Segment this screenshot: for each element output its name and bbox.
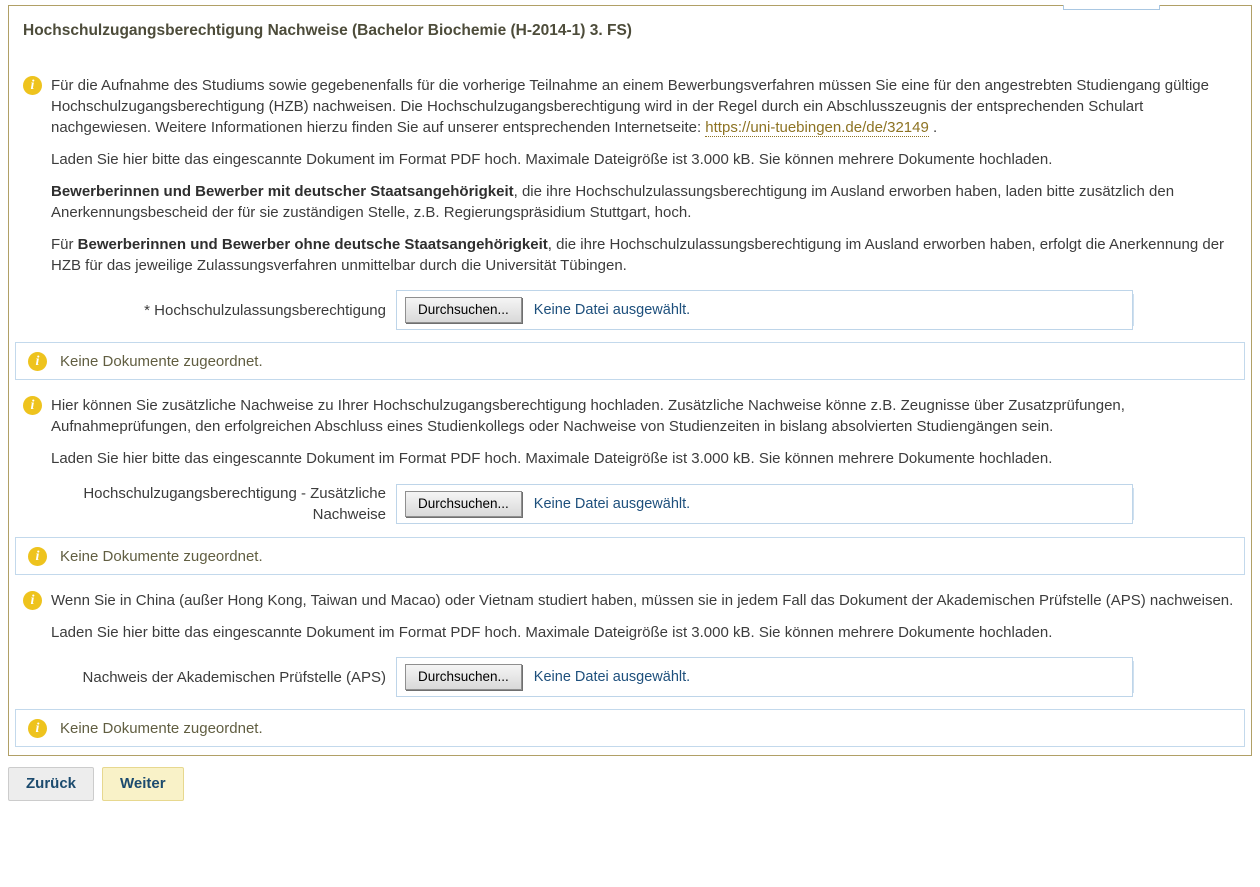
info-section-aps: [23, 590, 1235, 643]
upload-row-additional: [15, 483, 1245, 525]
foreign-applicants-rest: , die ihre Hochschulzulassungsberechtigung im Ausland erworben haben, erfolgt die Anerkennung der HZB für das jeweilige Zulassungsverfahren unmittelbar durch die Universität Tübingen.: [51, 236, 1225, 274]
info-text-aps: [51, 590, 1235, 643]
upload-row-aps: [15, 657, 1245, 697]
browse-button[interactable]: Durchsuchen...: [405, 297, 522, 323]
paragraph-upload-hint: Laden Sie hier bitte das eingescannte Dokument im Format PDF hoch. Maximale Dateigröße ist 3.000 kB. Sie können mehrere Dokumente hochladen.: [51, 450, 1053, 467]
field-label-additional: Hochschulzugangsberechtigung - Zusätzliche Nachweise: [83, 485, 386, 523]
browse-button[interactable]: Durchsuchen...: [405, 664, 522, 690]
paragraph-aps-info: Wenn Sie in China (außer Hong Kong, Taiwan und Macao) oder Vietnam studiert haben, müssen sie in jedem Fall das Dokument der Akademischen Prüfstelle (APS) nachweisen.: [51, 592, 1234, 609]
field-label-aps: Nachweis der Akademischen Prüfstelle (APS): [82, 668, 386, 686]
file-input-aps: [396, 657, 1133, 697]
no-file-selected-text: Keine Datei ausgewählt.: [533, 302, 691, 318]
paragraph-additional-info: Hier können Sie zusätzliche Nachweise zu Ihrer Hochschulzugangsberechtigung hochladen. Zusätzliche Nachweise könne z.B. Zeugnisse über Zusatzprüfungen, Aufnahmeprüfungen, den erfolgreichen Abschluss eines Studienkollegs oder Nachweise von Studienzeiten in bislang absolvierten Studiengängen sein.: [51, 397, 1125, 435]
german-applicants-rest: , die ihre Hochschulzulassungsberechtigung im Ausland erworben haben, laden bitte zusätzlich den Anerkennungsbescheid der für sie zuständigen Stelle, z.B. Regierungspräsidium Stuttgart, hoch.: [51, 183, 1175, 221]
file-input-additional: [396, 484, 1133, 524]
next-button[interactable]: Weiter: [102, 767, 184, 801]
info-icon: i: [23, 396, 42, 415]
application-upload-page: [0, 5, 1260, 801]
info-icon: i: [28, 719, 47, 738]
info-section-hzb: [23, 75, 1235, 276]
intro-suffix: .: [928, 119, 938, 136]
page-title: Hochschulzugangsberechtigung Nachweise (Bachelor Biochemie (H-2014-1) 3. FS): [23, 22, 632, 39]
foreign-applicants-prefix: Für: [51, 236, 78, 253]
no-documents-text: Keine Dokumente zugeordnet.: [60, 352, 263, 370]
info-icon: i: [23, 76, 42, 95]
no-file-selected-text: Keine Datei ausgewählt.: [533, 496, 691, 512]
back-button[interactable]: Zurück: [8, 767, 94, 801]
info-icon: i: [23, 591, 42, 610]
hzb-info-link[interactable]: https://uni-tuebingen.de/de/32149: [705, 119, 929, 136]
no-file-selected-text: Keine Datei ausgewählt.: [533, 669, 691, 685]
cutoff-widget-fragment: [1063, 5, 1160, 10]
info-text-hzb: [51, 75, 1235, 276]
info-icon: i: [28, 547, 47, 566]
no-documents-text: Keine Dokumente zugeordnet.: [60, 719, 263, 737]
browse-button[interactable]: Durchsuchen...: [405, 491, 522, 517]
paragraph-foreign-applicants: [51, 234, 1235, 276]
intro-text: Für die Aufnahme des Studiums sowie gegebenenfalls für die vorherige Teilnahme an einem Bewerbungsverfahren müssen Sie eine für den angestrebten Studiengang gültige Hochschulzugangsberechtigung (HZB) nachweisen. Die Hochschulzugangsberechtigung wird in der Regel durch ein Abschlusszeugnis der entsprechenden Schulart nachgewiesen. Weitere Informationen hierzu finden Sie auf unserer entsprechenden Internetseite:: [51, 77, 1209, 136]
paragraph-upload-hint: Laden Sie hier bitte das eingescannte Dokument im Format PDF hoch. Maximale Dateigröße ist 3.000 kB. Sie können mehrere Dokumente hochladen.: [51, 624, 1053, 641]
paragraph-upload-hint: Laden Sie hier bitte das eingescannte Dokument im Format PDF hoch. Maximale Dateigröße ist 3.000 kB. Sie können mehrere Dokumente hochladen.: [51, 151, 1053, 168]
file-input-hzb: [396, 290, 1133, 330]
german-applicants-bold: Bewerberinnen und Bewerber mit deutscher Staatsangehörigkeit: [51, 183, 514, 200]
wizard-navigation: [8, 767, 1252, 801]
no-documents-message: [15, 342, 1245, 380]
no-documents-text: Keine Dokumente zugeordnet.: [60, 547, 263, 565]
info-section-additional: [23, 395, 1235, 469]
form-panel: [8, 5, 1252, 756]
upload-row-hzb: [15, 290, 1245, 330]
no-documents-message: [15, 537, 1245, 575]
paragraph-hzb-intro: [51, 75, 1235, 138]
info-icon: i: [28, 352, 47, 371]
foreign-applicants-bold: Bewerberinnen und Bewerber ohne deutsche Staatsangehörigkeit: [77, 236, 548, 253]
no-documents-message: [15, 709, 1245, 747]
paragraph-german-applicants: [51, 181, 1235, 223]
field-label-hzb: * Hochschulzulassungsberechtigung: [144, 301, 386, 319]
info-text-additional: [51, 395, 1235, 469]
